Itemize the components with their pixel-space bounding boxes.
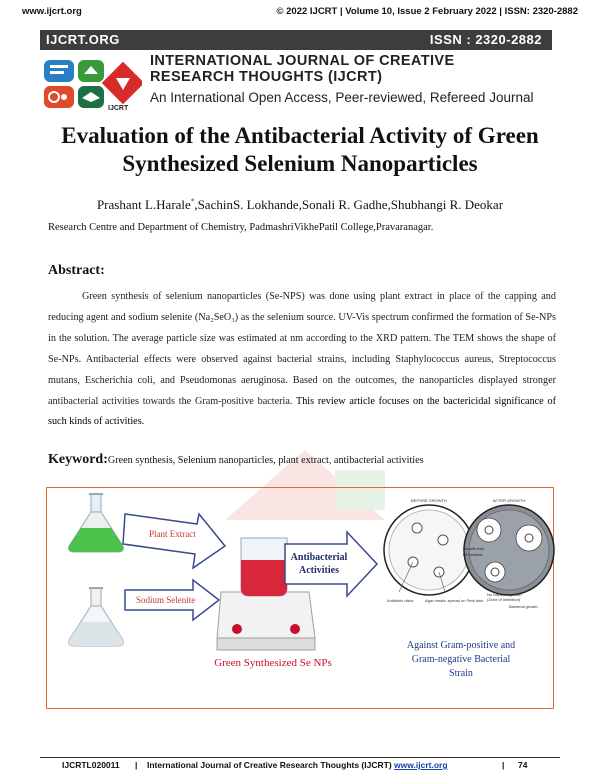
zone-of-inhibition-label: (Zone of inhibition) bbox=[487, 597, 521, 602]
sodium-selenite-arrow bbox=[125, 580, 219, 620]
affiliation: Research Centre and Department of Chemistry, PadmashriVikhePatil College,Pravaranagar. bbox=[48, 222, 434, 233]
keyword-heading: Keyword: bbox=[48, 452, 108, 467]
antibacterial-arrow bbox=[285, 532, 377, 596]
corresponding-mark: * bbox=[190, 197, 195, 206]
site-url[interactable]: www.ijcrt.org bbox=[22, 6, 82, 17]
of-bacteria-label: Of bacteria bbox=[463, 552, 483, 557]
journal-logo bbox=[42, 54, 142, 112]
footer-url[interactable]: www.ijcrt.org bbox=[394, 760, 448, 770]
abstract-heading: Abstract: bbox=[48, 263, 105, 278]
abstract-part1: Green synthesis of selenium nanoparticles (Se-NPS) was done using plant extract in place of the capping and reducing agent and sodium selenite (Na₂SeO₃) as the selenium source. UV-Vis spectrum confirmed the formation of Se-NPs in the solution. The average particle size was estimated at nm according to the XRD pattern. The TEM shows the shape of Se-NPs. Antibacterial effects were observed against bacterial strains, including Staphylococcus aureus, Streptococcus mutans, Escherichia coli, and Pseudomonas aeruginosa. Based on the outcomes, the nanoparticles displayed stronger antibacterial activities towards the Gram-positive bacteria. bbox=[48, 291, 556, 407]
abstract-part2: This review article focuses on the bactericidal significance of such kinds of activities. bbox=[48, 395, 556, 428]
petri-dish-after bbox=[463, 498, 554, 609]
footer-separator-2: | bbox=[502, 760, 505, 770]
plant-extract-arrow bbox=[123, 514, 225, 568]
footer-separator: | bbox=[135, 760, 138, 770]
against-line1: Against Gram-positive and bbox=[406, 640, 516, 651]
plant-extract-flask bbox=[69, 494, 124, 552]
bacterial-growth-label: Bacterial growth bbox=[509, 604, 538, 609]
no-growth-label: No bacterial growth bbox=[487, 592, 522, 597]
against-line2: Gram-negative Bacterial bbox=[411, 654, 511, 665]
author-first: Prashant L.Harale bbox=[96, 197, 191, 212]
graphical-abstract bbox=[46, 487, 554, 709]
plant-extract-label: Plant Extract bbox=[149, 529, 196, 539]
journal-name bbox=[150, 53, 550, 85]
antibiotic-disks-label: Antibiotic disks bbox=[387, 598, 414, 603]
authors bbox=[20, 197, 580, 213]
article-code: IJCRTL020011 bbox=[62, 760, 120, 770]
banner-issn: ISSN : 2320-2882 bbox=[429, 32, 542, 47]
journal-name-line1: INTERNATIONAL JOURNAL OF CREATIVE bbox=[150, 53, 455, 69]
page-number: 74 bbox=[518, 760, 528, 770]
abstract-text bbox=[48, 287, 556, 433]
antibacterial-line2: Activities bbox=[299, 565, 339, 576]
keyword-list: Green synthesis, Selenium nanoparticles, plant extract, antibacterial activities bbox=[107, 455, 424, 466]
paper-title bbox=[30, 122, 570, 178]
growth-free-label: Growth free bbox=[463, 546, 484, 551]
footer-journal-name: International Journal of Creative Research Thoughts (IJCRT) bbox=[147, 760, 395, 770]
journal-tagline: An International Open Access, Peer-reviewed, Refereed Journal bbox=[150, 90, 534, 105]
logo-text: IJCRT bbox=[108, 105, 129, 112]
footer-journal bbox=[147, 760, 448, 770]
before-growth-label: BEFORE GROWTH bbox=[411, 498, 447, 503]
page-footer bbox=[40, 757, 560, 771]
paper-title-line1: Evaluation of the Antibacterial Activity of Green bbox=[61, 123, 539, 148]
author-rest: ,SachinS. Lokhande,Sonali R. Gadhe,Shubhangi R. Deokar bbox=[194, 197, 504, 212]
sodium-selenite-flask bbox=[69, 588, 124, 646]
agar-media-label: Agar media, spread on Petri dish bbox=[425, 598, 484, 603]
journal-banner bbox=[40, 30, 552, 50]
banner-site: IJCRT.ORG bbox=[46, 32, 120, 47]
sodium-selenite-label: Sodium Selenite bbox=[136, 595, 196, 605]
green-np-caption: Green Synthesized Se NPs bbox=[214, 657, 332, 669]
journal-name-line2: RESEARCH THOUGHTS (IJCRT) bbox=[150, 69, 383, 85]
keywords bbox=[48, 452, 568, 468]
running-header bbox=[22, 6, 578, 20]
antibacterial-line1: Antibacterial bbox=[290, 552, 348, 563]
after-growth-label: AFTER GROWTH bbox=[492, 498, 526, 503]
issue-info: © 2022 IJCRT | Volume 10, Issue 2 February 2022 | ISSN: 2320-2882 bbox=[276, 6, 578, 17]
paper-title-line2: Synthesized Selenium Nanoparticles bbox=[122, 151, 478, 176]
against-line3: Strain bbox=[449, 668, 473, 679]
